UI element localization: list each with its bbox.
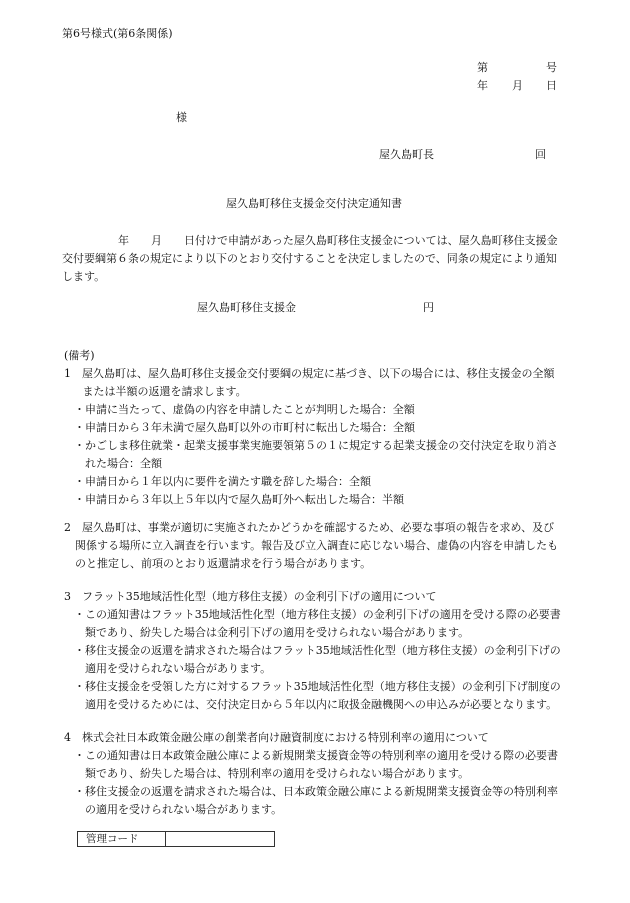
remarks-section-1 — [64, 365, 558, 509]
section3-bullet-1-cont: 類であり、紛失した場合は金利引下げの適用を受けられない場合があります。 — [74, 626, 470, 639]
date-day: 日 — [546, 79, 557, 92]
amount-unit: 円 — [423, 301, 434, 314]
section4-bullet-1: ・この通知書は日本政策金融公庫による新規開業支援資金等の特別利率の適用を受ける際の必要書 — [74, 749, 558, 762]
intro-line-3: します。 — [62, 270, 106, 283]
section2-line-3: のと推定し、前項のとおり返還請求を行う場合があります。 — [64, 557, 372, 570]
remarks-section-2 — [64, 519, 558, 573]
section4-heading: 4 株式会社日本政策金融公庫の創業者向け融資制度における特別利率の適用について — [64, 731, 489, 744]
section1-bullet-3-cont: れた場合：全額 — [74, 457, 162, 470]
intro-line-1: 年 月 日付けで申請があった屋久島町移住支援金については、屋久島町移住支援金 — [118, 234, 558, 247]
remarks-section-3 — [64, 588, 561, 714]
date-year: 年 — [477, 79, 488, 92]
section4-bullet-1-cont: 類であり、紛失した場合は、特別利率の適用を受けられない場合があります。 — [74, 767, 470, 780]
section1-line-1: 1 屋久島町は、屋久島町移住支援金交付要綱の規定に基づき、以下の場合には、移住支援金の全額 — [64, 367, 555, 380]
section4-bullet-2: ・移住支援金の返還を請求された場合は、日本政策金融公庫による新規開業支援資金等の特別利率 — [74, 785, 558, 798]
section3-bullet-2-cont: 適用を受けられない場合があります。 — [74, 662, 272, 675]
addressee-suffix: 様 — [176, 111, 187, 124]
section1-line-2: または半額の返還を請求します。 — [68, 385, 247, 398]
intro-paragraph — [62, 232, 558, 286]
date-month: 月 — [512, 79, 523, 92]
section2-line-2: 関係する場所に立入調査を行います。報告及び立入調査に応じない場合、虚偽の内容を申請したも — [64, 539, 559, 552]
section3-bullet-3-cont: 適用を受けるためには、交付決定日から５年以内に取扱金融機関への申込みが必要となります。 — [74, 698, 558, 711]
form-label: 第6号様式(第6条関係) — [62, 27, 173, 40]
intro-line-2: 交付要綱第６条の規定により以下のとおり交付することを決定しましたので、同条の規定により通知 — [62, 252, 557, 265]
section1-bullet-3: ・かごしま移住就業・起業支援事業実施要領第５の１に規定する起業支援金の交付決定を取り消さ — [74, 439, 558, 452]
section3-heading: 3 フラット35地域活性化型（地方移住支援）の金利引下げの適用について — [64, 590, 437, 603]
section3-bullet-1: ・この通知書はフラット35地域活性化型（地方移住支援）の金利引下げの適用を受ける際の必要書 — [74, 608, 561, 621]
section1-bullet-1: ・申請に当たって、虚偽の内容を申請したことが判明した場合：全額 — [74, 403, 415, 416]
seal-mark: 回 — [535, 148, 546, 161]
doc-number-dai: 第 — [477, 61, 488, 74]
remarks-section-4 — [64, 729, 558, 819]
section2-line-1: 2 屋久島町は、事業が適切に実施されたかどうかを確認するため、必要な事項の報告を求め、及び — [64, 521, 555, 534]
management-code-table — [77, 831, 275, 847]
section3-bullet-2: ・移住支援金の返還を請求された場合はフラット35地域活性化型（地方移住支援）の金利引下げの — [74, 644, 561, 657]
section4-bullet-2-cont: の適用を受けられない場合があります。 — [74, 803, 283, 816]
remarks-heading: (備考) — [64, 349, 95, 362]
section3-bullet-3: ・移住支援金を受領した方に対するフラット35地域活性化型（地方移住支援）の金利引下げ制度の — [74, 680, 561, 693]
doc-number-go: 号 — [546, 61, 557, 74]
management-code-label: 管理コード — [78, 832, 166, 846]
section1-bullet-5: ・申請日から３年以上５年以内で屋久島町外へ転出した場合：半額 — [74, 493, 404, 506]
document-title: 屋久島町移住支援金交付決定通知書 — [226, 197, 402, 210]
section1-bullet-4: ・申請日から１年以内に要件を満たす職を辞した場合：全額 — [74, 475, 371, 488]
issuer-name: 屋久島町長 — [379, 148, 434, 161]
section1-bullet-2: ・申請日から３年未満で屋久島町以外の市町村に転出した場合：全額 — [74, 421, 415, 434]
amount-label: 屋久島町移住支援金 — [197, 301, 296, 314]
management-code-value — [166, 832, 274, 846]
